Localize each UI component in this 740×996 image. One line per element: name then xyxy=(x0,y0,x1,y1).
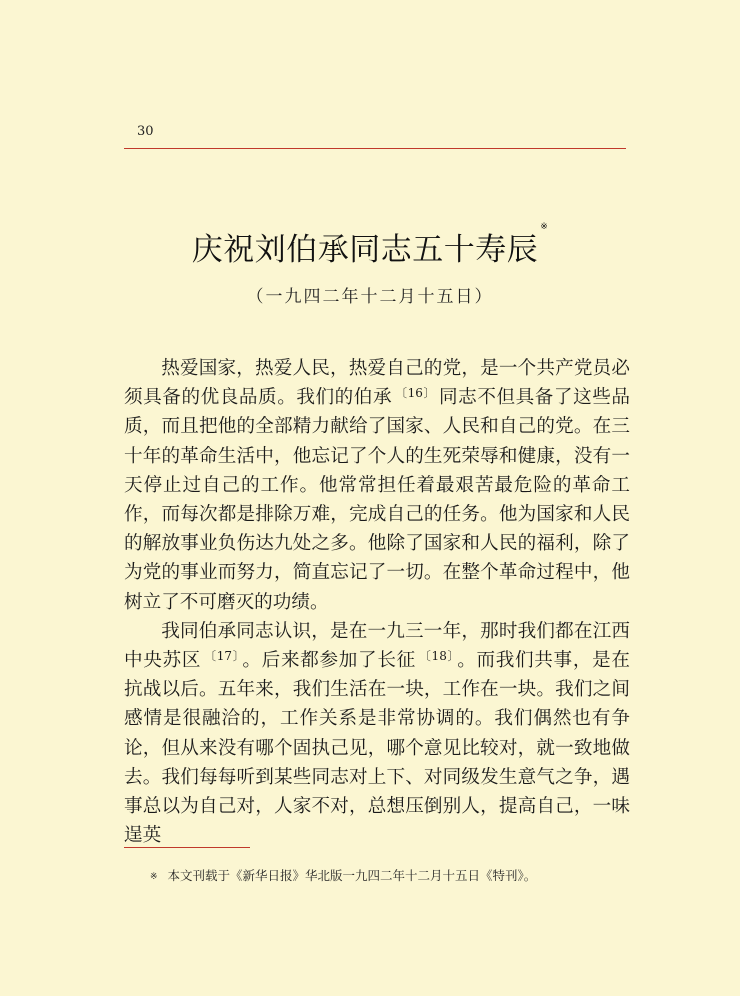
article-title xyxy=(0,224,740,269)
paragraph-2 xyxy=(124,617,630,851)
footnote-mark: ※ xyxy=(150,872,158,882)
footnote xyxy=(150,866,536,884)
title-note-mark: ※ xyxy=(540,222,549,232)
article-date: （一九四二年十二月十五日） xyxy=(246,287,494,307)
article-title-text: 庆祝刘伯承同志五十寿辰 xyxy=(191,232,539,268)
article-body xyxy=(124,354,630,850)
paragraph-1-text-b: 同志不但具备了这些品质，而且把他的全部精力献给了国家、人民和自己的党。在三十年的革命生活中，他忘记了个人的生死荣辱和健康，没有一天停止过自己的工作。他常常担任着最艰苦最危险的革命工作，而每次都是排除万难，完成自己的任务。他为国家和人民的解放事业负伤达九处之多。他除了国家和人民的福利，除了为党的事业而努力，简直忘记了一切。在整个革命过程中，他树立了不可磨灭的功绩。 xyxy=(124,387,630,613)
paragraph-2-text-c: 。而我们共事，是在抗战以后。五年来，我们生活在一块，工作在一块。我们之间感情是很融洽的，工作关系是非常协调的。我们偶然也有争论，但从来没有哪个固执己见，哪个意见比较对，就一致地做去。我们每每听到某些同志对上下、对同级发生意气之争，遇事总以为自己对，人家不对，总想压倒别人，提高自己，一味逞英 xyxy=(124,650,630,847)
endnote-ref-16: 〔16〕 xyxy=(395,386,437,401)
endnote-ref-17: 〔17〕 xyxy=(204,649,240,664)
paragraph-2-text-a: 我同伯承同志认识，是在一九三一年，那时我们都在江西中央苏区 xyxy=(124,620,630,672)
footnote-rule xyxy=(124,847,250,848)
paragraph-1 xyxy=(124,354,630,617)
paragraph-1-text-a: 热爱国家，热爱人民，热爱自己的党，是一个共产党员必须具备的优良品质。我们的伯承 xyxy=(124,358,630,409)
paragraph-2-text-b: 。后来都参加了长征 xyxy=(242,650,416,672)
page-number: 30 xyxy=(137,124,154,139)
endnote-ref-18: 〔18〕 xyxy=(418,649,455,664)
footnote-text: 本文刊载于《新华日报》华北版一九四二年十二月十五日《特刊》。 xyxy=(167,868,537,883)
header-rule xyxy=(124,148,626,149)
